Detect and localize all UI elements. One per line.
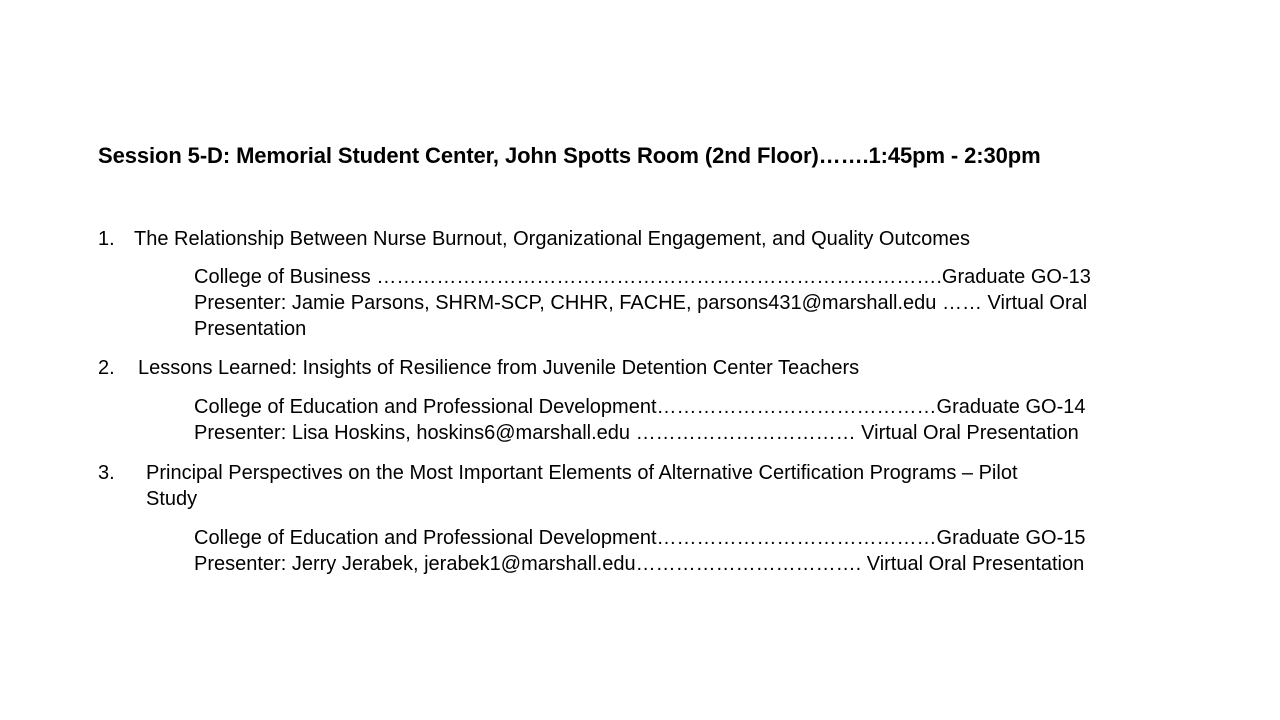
item-title-line-1: Principal Perspectives on the Most Important Elements of Alternative Certification Programs – Pilot (146, 462, 1018, 484)
college-line: College of Education and Professional Development……………………………………Graduate GO-15 (194, 527, 1086, 549)
presenter-line: Presenter: Jerry Jerabek, jerabek1@marshall.edu……………………………. Virtual Oral Presentation (194, 553, 1085, 575)
college-line: College of Education and Professional Development……………………………………Graduate GO-14 (194, 396, 1086, 418)
presenter-line: Presenter: Jamie Parsons, SHRM-SCP, CHHR, FACHE, parsons431@marshall.edu …… Virtual Oral Presentation (194, 292, 1088, 340)
item-number: 1. (98, 228, 115, 250)
item-number: 2. (98, 357, 115, 379)
item-title-line-2: Study (146, 488, 198, 510)
presenter-line: Presenter: Lisa Hoskins, hoskins6@marshall.edu …………………………… Virtual Oral Presentation (194, 422, 1079, 444)
item-title: The Relationship Between Nurse Burnout, Organizational Engagement, and Quality Outcomes (134, 228, 971, 250)
college-line: College of Business ………………………………………………………………………….Graduate GO-13 (194, 266, 1091, 288)
session-title: Session 5-D: Memorial Student Center, John Spotts Room (2nd Floor)…….1:45pm - 2:30pm (98, 143, 1041, 168)
item-number: 3. (98, 462, 115, 484)
item-title: Lessons Learned: Insights of Resilience from Juvenile Detention Center Teachers (138, 357, 860, 379)
